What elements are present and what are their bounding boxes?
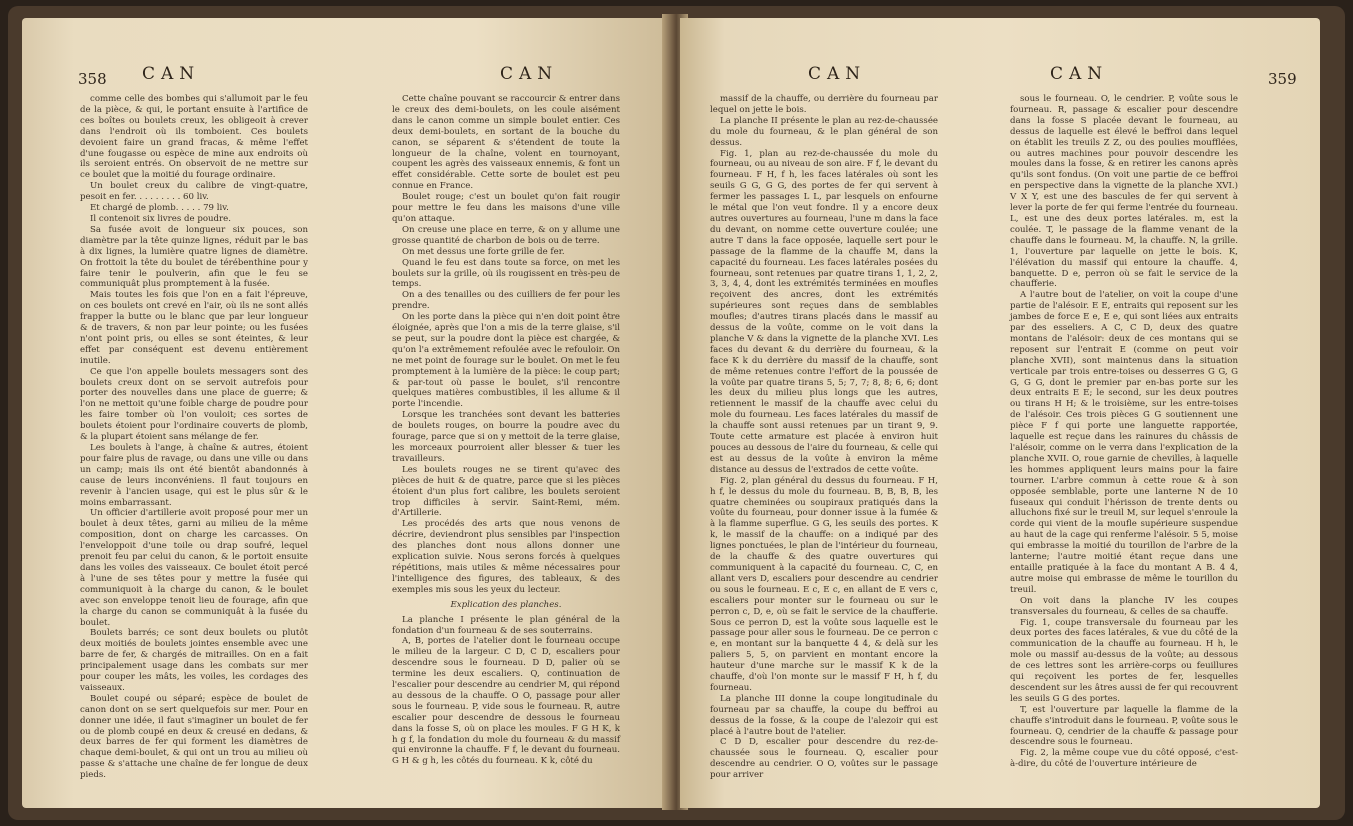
- text-column-1: [80, 94, 308, 781]
- paragraph: La planche II présente le plan au rez-de-chaussée du mole du fourneau, & le plan général de son dessus.: [710, 115, 938, 148]
- paragraph: A l'autre bout de l'atelier, on voit la coupe d'une partie de l'alésoir. E E, entraits qui reposent sur les jambes de force E e, E e, qui sont liées aux entraits par des esseliers. A C, C D, deux des quatre montans de l'alésoir: deux de ces montans qui se reposent sur l'entrait E (comme on peut voir planche XVII), sont maintenus dans la situation verticale par trois entre-toises ou desserres G G, G G, G G, dont le premier par en-bas porte sur les deux entraits E E; le second, sur les deux poutres ou tirans H H; & le troisième, sur les entre-toises de l'alésoir. Ces trois pièces G G soutiennent une pièce F f qui porte une languette rapportée, laquelle est reçue dans les rainures du châssis de l'alésoir, comme on le verra dans l'explication de la planche XVII. O, roue garnie de chevilles, à laquelle les hommes appliquent leurs mains pour la faire tourner. L'arbre commun à cette roue & à son opposée semblable, porte une lanterne N de 10 fuseaux qui conduit l'hérisson de trente dents ou alluchons fixé sur le treuil M, sur lequel s'enroule la corde qui vient de la moufle supérieure suspendue au haut de la cage qui renferme l'alésoir. 5 5, moise qui embrasse la moitié du tourillon de l'arbre de la lanterne; l'autre moitié étant reçue dans une entaille pratiquée à la face du montant A B. 4 4, autre moise qui embrasse de même le tourillon du treuil.: [1010, 290, 1238, 595]
- running-header: CAN: [500, 64, 559, 84]
- paragraph: On les porte dans la pièce qui n'en doit point être éloignée, après que l'on a mis de la terre glaise, s'il se peut, sur la poudre dont la pièce est chargée, & qu'on l'a extrêmement refoulée avec le refouloir. On ne met point de fourage sur le boulet. On met le feu promptement à la lumière de la pièce: le coup part; & par-tout où passe le boulet, s'il rencontre quelques matières combustibles, il les allume & il porte l'incendie.: [392, 312, 620, 410]
- paragraph: Boulets barrés; ce sont deux boulets ou plutôt deux moitiés de boulets jointes ensemble avec une barre de fer, & chargés de mitrailles. On en a fait principalement usage dans les combats sur mer pour couper les mâts, les voiles, les cordages des vaisseaux.: [80, 628, 308, 693]
- paragraph: On a des tenailles ou des cuilliers de fer pour les prendre.: [392, 290, 620, 312]
- paragraph: massif de la chauffe, ou derrière du fourneau par lequel on jette le bois.: [710, 94, 938, 115]
- paragraph: Les boulets à l'ange, à chaîne & autres, étoient pour faire plus de ravage, ou dans une ville ou dans un camp; mais ils ont été bientôt abandonnés à cause de leurs inconvéniens. Il faut toujours en revenir à l'ancien usage, qui est le plus sûr & le moins embarrassant.: [80, 443, 308, 508]
- paragraph: Explication des planches.: [450, 599, 562, 610]
- paragraph: On creuse une place en terre, & on y allume une grosse quantité de charbon de bois ou de terre.: [392, 224, 620, 246]
- right-page: [680, 18, 1320, 808]
- paragraph: Il contenoit six livres de poudre.: [90, 213, 231, 224]
- paragraph: Lorsque les tranchées sont devant les batteries de boulets rouges, on bourre la poudre avec du fourage, parce que si on y mettoit de la terre glaise, les morceaux pourroient aller blesser & tuer les travailleurs.: [392, 410, 620, 464]
- paragraph: sous le fourneau. O, le cendrier. P, voûte sous le fourneau. R, passage & escalier pour descendre dans la fosse S placée devant le fourneau, au dessus de laquelle est élevé le beffroi dans lequel on établit les treuils Z Z, ou des poulies moufflées, ou autres machines pour pouvoir descendre les moules dans la fosse, & en retirer les canons après qu'ils sont fondus. (On voit une partie de ce beffroi en perspective dans la vignette de la planche XVI.) V X Y, est une des bascules de fer qui servent à lever la porte de fer qui ferme l'entrée du fourneau. L, est une des deux portes latérales. m, est la coulée. T, le passage de la flamme venant de la chauffe dans le fourneau. M, la chauffe. N, la grille. 1, l'ouverture par laquelle on jette le bois. K, l'élévation du massif qui entoure la chauffe. 4, banquette. D e, perron où se fait le service de la chaufferie.: [1010, 94, 1238, 290]
- page-number: 359: [1268, 70, 1297, 88]
- paragraph: La planche I présente le plan général de la fondation d'un fourneau & de ses souterrains.: [392, 614, 620, 636]
- paragraph: Boulet rouge; c'est un boulet qu'on fait rougir pour mettre le feu dans les maisons d'une ville qu'on attaque.: [392, 192, 620, 224]
- paragraph: On voit dans la planche IV les coupes transversales du fourneau, & celles de sa chauffe.: [1010, 595, 1238, 617]
- paragraph: Fig. 1, coupe transversale du fourneau par les deux portes des faces latérales, & vue du côté de la communication de la chauffe au fourneau. H h, le mole ou massif au-dessus de la voûte; au dessous de ces lettres sont les arrière-corps ou feuillures qui reçoivent les portes de fer, lesquelles descendent sur les âtres aussi de fer qui recouvrent les seuils G G des portes.: [1010, 617, 1238, 704]
- text-column-2: [392, 94, 620, 767]
- paragraph: La planche III donne la coupe longitudinale du fourneau par sa chauffe, la coupe du beffroi au dessus de la fosse, & la coupe de l'alezoir qui est placé à l'autre bout de l'atelier.: [710, 693, 938, 737]
- paragraph: Un officier d'artillerie avoit proposé pour mer un boulet à deux têtes, garni au milieu de la même composition, dont on charge les carcasses. On l'enveloppoit d'une toile ou drap soufré, lequel prenoit feu par celui du canon, & le portoit ensuite dans les voiles des vaisseaux. Ce boulet étoit percé à l'une de ses têtes pour y mettre la fusée qui communiquoit à la charge du canon, & le boulet avec son enveloppe tenoit lieu de fourage, afin que la charge du canon se communiquât à la fusée du boulet.: [80, 508, 308, 628]
- paragraph: comme celle des bombes qui s'allumoit par le feu de la pièce, & qui, le portant ensuite à l'artifice de ces boîtes ou boulets creux, les obligeoit à crever dans l'endroit où ils tomboient. Ces boulets devoient faire un grand fracas, & même l'effet d'une fougasse ou espèce de mine aux endroits où ils seroient entrés. On observoit de ne mettre sur ce boulet que la moitié du fourage ordinaire.: [80, 94, 308, 181]
- paragraph: Et chargé de plomb. . . . . 79 liv.: [90, 203, 229, 214]
- text-column-2: [1010, 94, 1238, 770]
- left-page: [22, 18, 670, 808]
- paragraph: Fig. 2, plan général du dessus du fourneau. F H, h f, le dessus du mole du fourneau. B, B, B, B, les quatre cheminées ou soupiraux pratiqués dans la voûte du fourneau, pour donner issue à la fumée & à la flamme superflue. G G, les seuils des portes. K k, le massif de la chauffe: on a indiqué par des lignes ponctuées, le plan de l'intérieur du fourneau, de la chauffe & des quatre ouvertures qui communiquent à la capacité du fourneau. C, C, en allant vers D, escaliers pour descendre au cendrier ou sous le fourneau. E c, E c, en allant de E vers c, escaliers pour monter sur le fourneau ou sur le perron c, D, e, où se fait le service de la chaufferie. Sous ce perron D, est la voûte sous laquelle est le passage pour aller sous le fourneau. De ce perron c e, en montant sur la banquette 4 4, & delà sur les paliers 5, 5, on parvient en montant encore la hauteur d'une marche sur le massif K k de la chauffe, d'où l'on monte sur le massif F H, h f, du fourneau.: [710, 475, 938, 693]
- paragraph: Ce que l'on appelle boulets messagers sont des boulets creux dont on se servoit autrefois pour porter des nouvelles dans une place de guerre; & l'on ne mettoit qu'une foible charge de poudre pour les faire tomber où l'on vouloit; ces sortes de boulets étoient pour l'ordinaire couverts de plomb, & la plupart étoient sans mélange de fer.: [80, 366, 308, 443]
- running-header: CAN: [1050, 64, 1109, 84]
- paragraph: T, est l'ouverture par laquelle la flamme de la chauffe s'introduit dans le fourneau. P, voûte sous le fourneau. Q, cendrier de la chauffe & passage pour descendre sous le fourneau.: [1010, 704, 1238, 748]
- paragraph: Les procédés des arts que nous venons de décrire, deviendront plus sensibles par l'inspection des planches dont nous allons donner une explication suivie. Nous serons forcés à quelques répétitions, mais utiles & même nécessaires pour l'intelligence des figures, des tableaux, & des exemples mis sous les yeux du lecteur.: [392, 519, 620, 595]
- text-column-1: [710, 94, 938, 781]
- page-number: 358: [78, 70, 107, 88]
- paragraph: On met dessus une forte grille de fer.: [402, 246, 565, 257]
- paragraph: Quand le feu est dans toute sa force, on met les boulets sur la grille, où ils rougissent en très-peu de temps.: [392, 257, 620, 290]
- paragraph: Fig. 2, la même coupe vue du côté opposé, c'est-à-dire, du côté de l'ouverture intérieure de: [1010, 748, 1238, 770]
- paragraph: Cette chaîne pouvant se raccourcir & entrer dans le creux des demi-boulets, on les coule aisément dans le canon comme un simple boulet entier. Ces deux demi-boulets, en sortant de la bouche du canon, se séparent & s'étendent de toute la longueur de la chaîne, volent en tournoyant, coupent les agrès des vaisseaux ennemis, & font un effet considérable. Cette sorte de boulet est peu connue en France.: [392, 94, 620, 192]
- running-header: CAN: [142, 64, 201, 84]
- paragraph: Les boulets rouges ne se tirent qu'avec des pièces de huit & de quatre, parce que si les pièces étoient d'un plus fort calibre, les boulets seroient trop difficiles à servir. Saint-Remi, mém. d'Artillerie.: [392, 464, 620, 519]
- paragraph: Fig. 1, plan au rez-de-chaussée du mole du fourneau, ou au niveau de son aire. F f, le devant du fourneau. F H, f h, les faces latérales où sont les seuils G G, G G, des portes de fer qui servent à fermer les passages L L, par lesquels on enfourne le métal que l'on veut fondre. Il y a encore deux autres ouvertures au fourneau, l'une m dans la face du devant, on nomme cette ouverture coulée; une autre T dans la face opposée, laquelle sert pour le passage de la flamme de la chauffe M, dans la capacité du fourneau. Les faces latérales posées du fourneau, sont retenues par quatre tirans 1, 1, 2, 2, 3, 3, 4, 4, dont les extrémités terminées en moufles reçoivent des ancres, dont les extrémités supérieures sont reçues dans de semblables moufles; d'autres tirans placés dans le massif au dessus de la voûte, comme on le voit dans la planche V & dans la vignette de la planche XVI. Les faces du devant & du derrière du fourneau, & la face K k du derrière du massif de la chauffe, sont de même retenues contre l'effort de la poussée de la voûte par quatre tirans 5, 5; 7, 7; 8, 8; 6, 6; dont les deux du milieu plus longs que les autres, retiennent le massif de la chauffe avec celui du mole du fourneau. Les faces latérales du massif de la chauffe sont aussi retenues par un tirant 9, 9. Toute cette armature est placée à environ huit pouces au dessous de l'aire du fourneau, & celle qui est au dessus de la voûte à environ la même distance au dessus de l'extrados de cette voûte.: [710, 148, 939, 475]
- paragraph: A, B, portes de l'atelier dont le fourneau occupe le milieu de la largeur. C D, C D, escaliers pour descendre sous le fourneau. D D, palier où se termine les deux escaliers. Q, continuation de l'escalier pour descendre au cendrier M, qui répond au dessous de la chauffe. O O, passage pour aller sous le fourneau. P, vide sous le fourneau. R, autre escalier pour descendre de dessous le fourneau dans la fosse S, où on place les moules. F G H K, k h g f, la fondation du mole du fourneau & du massif qui environne la chauffe. F f, le devant du fourneau. G H & g h, les côtés du fourneau. K k, côté du: [392, 636, 620, 767]
- running-header: CAN: [808, 64, 867, 84]
- paragraph: C D D, escalier pour descendre du rez-de-chaussée sous le fourneau. Q, escalier pour descendre au cendrier. O O, voûtes sur le passage pour arriver: [710, 737, 938, 781]
- paragraph: Mais toutes les fois que l'on en a fait l'épreuve, on ces boulets ont crevé en l'air, où ils ne sont allés frapper la butte ou le blanc que par leur longueur & de travers, & non par leur pointe; ou les fusées n'ont point pris, ou elles se sont éteintes, & leur effet par conséquent est devenu entièrement inutile.: [80, 290, 308, 366]
- paragraph: Sa fusée avoit de longueur six pouces, son diamètre par la tête quinze lignes, réduit par le bas à dix lignes, la lumière quatre lignes de diamètre. On frottoit la tête du boulet de térébenthine pour y faire tenir le poulverin, afin que le feu se communiquât plus promptement à la fusée.: [80, 224, 308, 290]
- paragraph: Boulet coupé ou séparé; espèce de boulet de canon dont on se sert quelquefois sur mer. Pour en donner une idée, il faut s'imaginer un boulet de fer ou de plomb coupé en deux & creusé en dedans, & deux barres de fer qui forment les diamètres de chaque demi-boulet, & qui ont un trou au milieu où passe & s'attache une chaîne de fer longue de deux pieds.: [80, 693, 308, 781]
- paragraph: Un boulet creux du calibre de vingt-quatre, pesoit en fer. . . . . . . . . 60 liv.: [80, 181, 308, 203]
